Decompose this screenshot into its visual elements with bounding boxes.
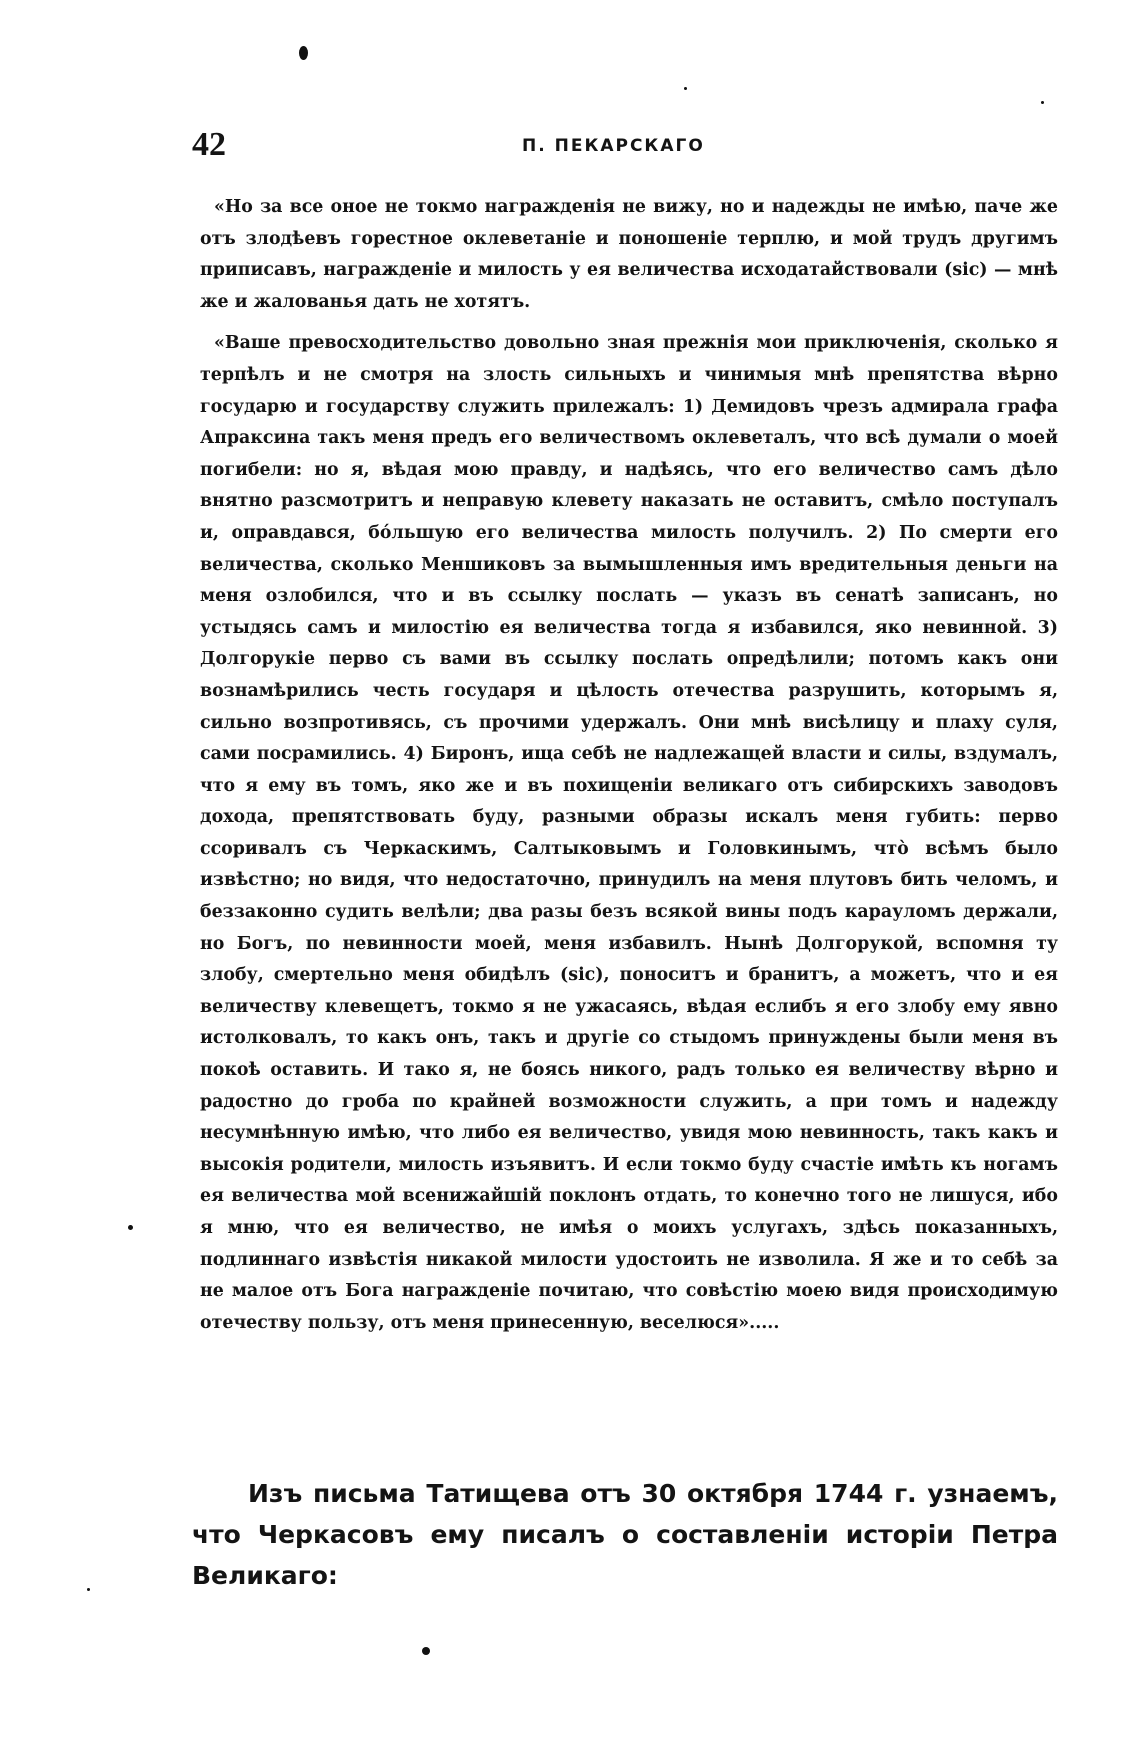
quoted-letter (200, 192, 1058, 1339)
ink-dot-right (1041, 101, 1044, 104)
body-paragraph-1: Изъ письма Татищева отъ 30 октября 1744 г. узнаемъ, что Черкасовъ ему писалъ о составленіи исторіи Петра Великаго: (192, 1479, 1058, 1590)
ink-blot-bottom (422, 1647, 430, 1655)
ink-dot-left-margin (128, 1225, 133, 1230)
ink-blot-top (299, 46, 308, 60)
ink-dot-left-bottom (87, 1588, 90, 1591)
page-header (192, 126, 1052, 166)
page-number: 42 (192, 126, 226, 163)
body-text (192, 1473, 1058, 1596)
quote-paragraph-1: «Но за все оное не токмо награжденія не вижу, но и надежды не имѣю, паче же отъ злодѣевъ горестное оклеветаніе и поношеніе терплю, и мой трудъ другимъ приписавъ, награжденіе и милость у ея величества исходатайствовали (sic) — мнѣ же и жалованья дать не хотятъ. (200, 197, 1058, 312)
running-head: П. ПЕКАРСКАГО (522, 136, 705, 156)
quote-paragraph-2: «Ваше превосходительство довольно зная прежнія мои приключенія, сколько я терпѣлъ и не смотря на злость сильныхъ и чинимыя мнѣ препятства вѣрно государю и государству служить прилежалъ: 1) Демидовъ чрезъ адмирала графа Апраксина такъ меня предъ его величествомъ оклеветалъ, что всѣ думали о моей погибели: но я, вѣдая мою правду, и надѣясь, что его величество самъ дѣло внятно разсмотритъ и неправую клевету наказать не оставитъ, смѣло поступалъ и, оправдався, бóльшую его величества милость получилъ. 2) По смерти его величества, сколько Меншиковъ за вымышленныя имъ вредительныя деньги на меня озлобился, что и въ ссылку послать — указъ въ сенатѣ записанъ, но устыдясь самъ и милостію ея величества тогда я избавился, яко невинной. 3) Долгорукіе перво съ вами въ ссылку послать опредѣлили; потомъ какъ они вознамѣрились честь государя и цѣлость отечества разрушить, которымъ я, сильно возпротивясь, съ прочими удержалъ. Они мнѣ висѣлицу и плаху суля, сами посрамились. 4) Биронъ, ища себѣ не надлежащей власти и силы, вздумалъ, что я ему въ томъ, яко же и въ похищеніи великаго отъ сибирскихъ заводовъ дохода, препятствовать буду, разными образы искалъ меня губить: перво ссоривалъ съ Черкаскимъ, Салтыковымъ и Головкинымъ, что̀ всѣмъ было извѣстно; но видя, что недостаточно, принудилъ на меня плутовъ бить челомъ, и беззаконно судить велѣли; два разы безъ всякой вины подъ карауломъ держали, но Богъ, по невинности моей, меня избавилъ. Нынѣ Долгорукой, вспомня ту злобу, смертельно меня обидѣлъ (sic), поноситъ и бранитъ, а можетъ, что и ея величеству клевещетъ, токмо я не ужасаясь, вѣдая еслибъ я его злобу ему явно истолковалъ, то какъ онъ, такъ и другіе со стыдомъ принуждены были меня въ покоѣ оставить. И тако я, не боясь никого, радъ только ея величеству вѣрно и радостно до гроба по крайней возможности служить, а при томъ и надежду несумнѣнную имѣю, что либо ея величество, увидя мою невинность, такъ какъ и высокія родители, милость изъявитъ. И если токмо буду счастіе имѣть къ ногамъ ея величества мой всенижайшій поклонъ отдать, то конечно того не лишуся, ибо я мню, что ея величество, не имѣя о моихъ услугахъ, здѣсь показанныхъ, подлиннаго извѣстія никакой милости удостоить не изволила. Я же и то себѣ за не малое отъ Бога награжденіе почитаю, что совѣстію моею видя происходимую отечеству пользу, отъ меня принесенную, веселюся»..... (200, 333, 1058, 1333)
ink-dot-top-right (684, 87, 687, 90)
